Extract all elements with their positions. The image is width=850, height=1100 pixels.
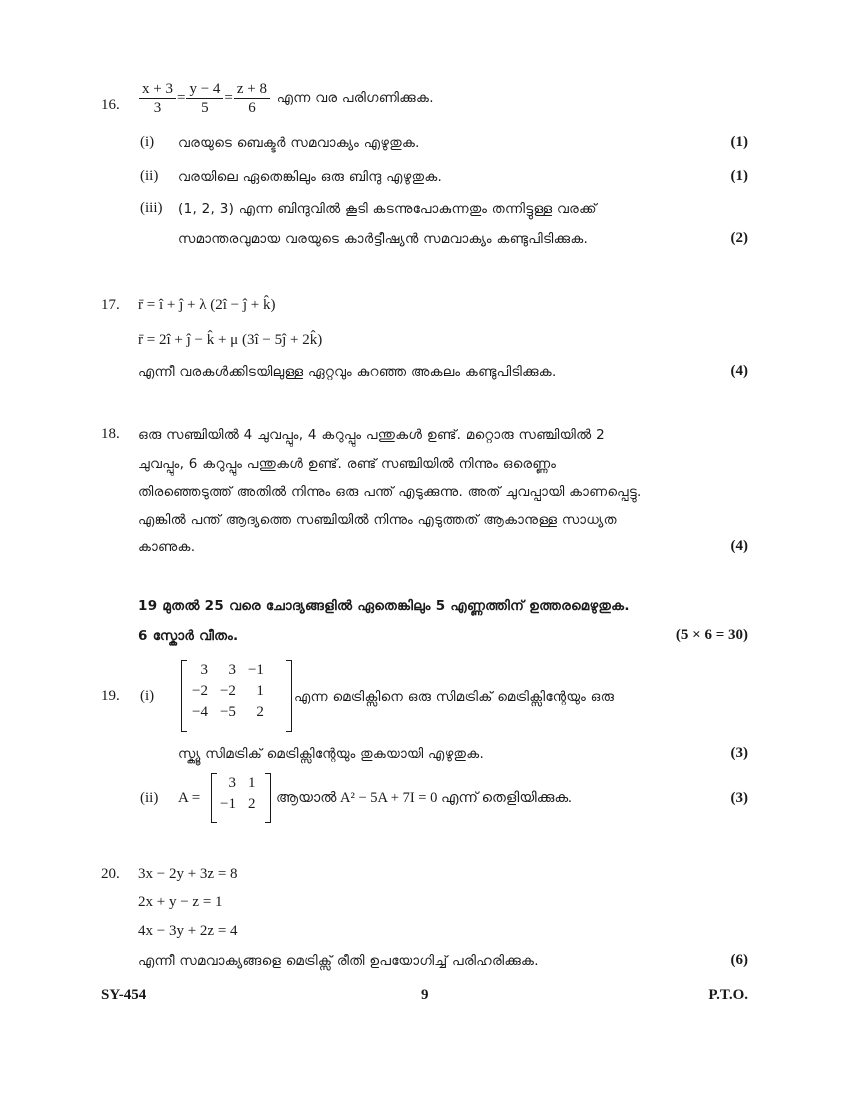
matrix-cell: 2 [256, 704, 264, 720]
line-equation [138, 80, 434, 117]
question-number: 17. [101, 297, 120, 313]
matrix-name: A = [178, 790, 201, 806]
question-text: തിരഞ്ഞെടുത്ത് അതിൽ നിന്നും ഒരു പന്ത് എടുക്കുന്നു. അത് ചുവപ്പായി കാണപ്പെട്ടു. [138, 484, 642, 500]
please-turn-over: P.T.O. [708, 987, 748, 1003]
matrix-2x2 [214, 773, 261, 815]
question-number: 19. [101, 688, 120, 704]
sub-label: (ii) [140, 168, 159, 184]
fraction-numerator: x + 3 [139, 80, 176, 99]
question-text: കാണുക. [138, 539, 196, 555]
equation: 3x − 2y + 3z = 8 [138, 866, 238, 882]
question-text: എന്നീ വരകൾക്കിടയിലുള്ള ഏറ്റവും കുറഞ്ഞ അകലം കണ്ടുപിടിക്കുക. [138, 364, 557, 380]
marks: (4) [730, 363, 748, 379]
section-marks: (5 × 6 = 30) [675, 627, 748, 643]
fraction-numerator: y − 4 [186, 80, 223, 99]
matrix-cell: 3 [200, 662, 208, 678]
sub-question-text: സമാന്തരവുമായ വരയുടെ കാർട്ടീഷ്യൻ സമവാക്യം കണ്ടുപിടിക്കുക. [178, 231, 589, 247]
question-text: എന്ന മെട്രിക്സിനെ ഒരു സിമട്രിക് മെട്രിക്സിന്റേയും ഒരു [294, 689, 615, 705]
marks: (1) [730, 168, 748, 184]
vector-line-1: r̄ = î + ĵ + λ (2î − ĵ + k̂) [138, 297, 276, 313]
equation: 2x + y − z = 1 [138, 894, 223, 910]
marks: (3) [730, 745, 748, 761]
equals-sign: = [224, 89, 233, 106]
question-text: എന്നീ സമവാക്യങ്ങളെ മെട്രിക്സ് രീതി ഉപയോഗിച്ച് പരിഹരിക്കുക. [138, 953, 539, 969]
sub-question-text: വരയുടെ ബെക്ടർ സമവാക്യം എഴുതുക. [178, 135, 420, 151]
paper-code: SY-454 [101, 987, 147, 1003]
sub-question-text: (1, 2, 3) എന്ന ബിന്ദുവിൽ കൂടി കടന്നുപോകുന്നതും തന്നിട്ടുള്ള വരക്ക് [178, 201, 597, 217]
marks: (1) [730, 134, 748, 150]
equation: 4x − 3y + 2z = 4 [138, 923, 238, 939]
question-number: 18. [101, 426, 120, 442]
question-text: എങ്കിൽ പന്ത് ആദ്യത്തെ സഞ്ചിയിൽ നിന്നും എടുത്തത് ആകാനുള്ള സാധ്യത [138, 512, 617, 528]
question-text: സ്ക്യൂ സിമട്രിക് മെട്രിക്സിന്റേയും തുകയായി എഴുതുക. [178, 746, 485, 762]
question-text: ചുവപ്പും, 6 കറുപ്പും പന്തുകൾ ഉണ്ട്. രണ്ട് സഞ്ചിയിൽ നിന്നും ഒരെണ്ണം [138, 456, 557, 472]
equals-sign: = [176, 89, 186, 106]
marks: (6) [730, 952, 748, 968]
matrix-cell: 3 [228, 662, 236, 678]
question-stem: എന്ന വര പരിഗണിക്കുക. [276, 89, 434, 106]
page-number: 9 [421, 987, 429, 1003]
matrix-right-bracket [265, 773, 271, 823]
sub-label: (i) [140, 134, 155, 150]
matrix-cell: 1 [247, 775, 256, 791]
matrix-cell: −5 [219, 704, 236, 720]
matrix-cell: 1 [256, 683, 264, 699]
question-number: 20. [101, 866, 120, 882]
question-text: ആയാൽ A² − 5A + 7I = 0 എന്ന് തെളിയിക്കുക. [276, 790, 572, 806]
marks: (3) [730, 790, 748, 806]
fraction-denominator: 5 [201, 100, 209, 116]
matrix-cell: −1 [247, 662, 264, 678]
vector-line-2: r̄ = 2î + ĵ − k̂ + μ (3î − 5ĵ + 2k̂) [138, 332, 323, 348]
matrix-cell: −4 [192, 704, 208, 720]
matrix-right-bracket [286, 660, 292, 732]
fraction-numerator: z + 8 [234, 80, 270, 99]
marks: (2) [730, 230, 748, 246]
sub-label: (i) [140, 688, 155, 704]
section-score: 6 സ്കോർ വീതം. [138, 628, 239, 644]
section-instruction: 19 മുതൽ 25 വരെ ചോദ്യങ്ങളിൽ ഏതെങ്കിലും 5 എണ്ണത്തിന് ഉത്തരമെഴുതുക. [138, 598, 630, 614]
matrix-cell: −2 [192, 683, 208, 699]
sub-label: (ii) [140, 790, 159, 806]
fraction-denominator: 6 [248, 100, 256, 116]
matrix-cell: 3 [228, 775, 236, 791]
matrix-cell: −1 [220, 796, 236, 812]
matrix-3x3 [186, 660, 270, 723]
marks: (4) [730, 538, 748, 554]
sub-question-text: വരയിലെ ഏതെങ്കിലും ഒരു ബിന്ദു എഴുതുക. [178, 169, 443, 185]
matrix-cell: −2 [219, 683, 236, 699]
matrix-cell: 2 [247, 796, 256, 812]
question-text: ഒരു സഞ്ചിയിൽ 4 ചുവപ്പും, 4 കറുപ്പും പന്തുകൾ ഉണ്ട്. മറ്റൊരു സഞ്ചിയിൽ 2 [138, 427, 605, 443]
fraction-denominator: 3 [153, 100, 162, 116]
question-number: 16. [101, 97, 120, 113]
sub-label: (iii) [140, 200, 163, 216]
